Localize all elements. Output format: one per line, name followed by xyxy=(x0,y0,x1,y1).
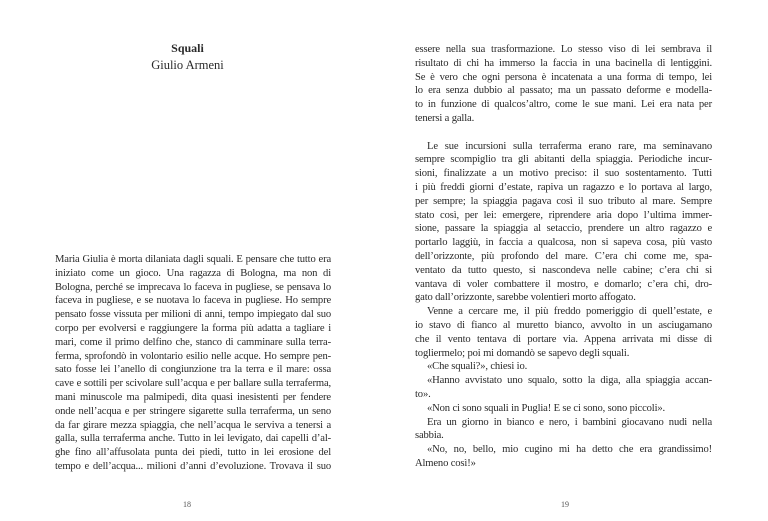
text-line: dell’orizzonte, più profondo del mare. C’era chi come me, spa- xyxy=(415,250,712,262)
text-line: corpo per evolversi e raggiungere la forma più adatta a tagliare i xyxy=(55,322,331,334)
paragraph xyxy=(415,140,712,306)
text-line: sabbia. xyxy=(415,430,444,442)
text-line: sione, passare la spiaggia al setaccio, prendere un altro ragazzo e xyxy=(415,223,712,235)
paragraph xyxy=(55,253,331,474)
text-line: onde nell’acqua e per stringere sigarette sulla terraferma, un seno xyxy=(55,405,331,417)
text-line: Venne a cercare me, il più freddo pomeriggio di quell’estate, e xyxy=(427,306,712,318)
text-line: to in funzione di qualcos’altro, come le sue mani. Lei era nata per xyxy=(415,99,712,111)
text-line: «No, no, bello, mio cugino mi ha detto che era grandissimo! xyxy=(427,444,712,456)
text-line: «Non ci sono squali in Puglia! E se ci sono, sono piccoli». xyxy=(427,402,666,414)
story-author: Giulio Armeni xyxy=(151,58,224,72)
paragraph xyxy=(415,43,712,126)
paragraph xyxy=(415,305,712,360)
text-line: ventato da tutto questo, si nascondeva nelle cabine; c’era chi si xyxy=(415,264,712,276)
text-line: sato fosse lei l’anello di congiunzione tra la terra e il mare: ossa xyxy=(55,364,331,376)
text-line: Bologna, perché se imprecava lo faceva in pugliese, se pensava lo xyxy=(55,281,331,293)
paragraph xyxy=(415,443,712,471)
text-line: to». xyxy=(415,388,431,400)
text-line: da far girare mezza spiaggia, che nell’acqua le serviva a tenersi a xyxy=(55,419,331,431)
text-line: pensato fosse vissuta per milioni di anni, tempo impiegato dal suo xyxy=(55,309,331,321)
text-line: togliermelo; poi mi domandò se sapevo degli squali. xyxy=(415,347,630,359)
right-page xyxy=(415,0,712,521)
paragraph xyxy=(415,416,712,444)
page-number-right: 19 xyxy=(561,500,569,509)
text-line: i più freddi giorni d’estate, rapiva un ragazzo e lo portava al largo, xyxy=(415,181,712,193)
text-line: sioni, finalizzate a un motivo preciso: il suo sostentamento. Tutti xyxy=(415,168,712,180)
text-line: mani minuscole ma palmipedi, dita quasi inesistenti per fendere xyxy=(55,391,331,403)
text-line: Maria Giulia è morta dilaniata dagli squali. E pensare che tutto era xyxy=(55,254,331,265)
text-line: tempo e dell’acqua... milioni d’anni d’evoluzione. Trovava il suo xyxy=(55,460,331,472)
text-line: «Che squali?», chiesi io. xyxy=(427,361,528,373)
left-page-text xyxy=(55,253,331,488)
paragraph xyxy=(415,402,712,416)
page-number-left: 18 xyxy=(183,500,191,509)
text-line: Almeno così!» xyxy=(415,457,476,469)
paragraph xyxy=(415,360,712,374)
text-line: ferma, sprofondò in volontario esilio nelle acque. Ho sempre pen- xyxy=(55,350,331,362)
left-page xyxy=(55,0,331,521)
text-line: portarlo laggiù, in faccia a qualcosa, non si sapeva cosa, più vasto xyxy=(415,237,712,249)
text-line: Era un giorno in bianco e nero, i bambini giocavano nudi nella xyxy=(427,416,712,428)
text-line: tenersi a galla. xyxy=(415,112,475,124)
text-line: mari, come il primo delfino che, stanco di camminare sulla terra- xyxy=(55,336,331,348)
text-line: «Hanno avvistato uno squalo, sotto la diga, alla spiaggia accan- xyxy=(427,375,712,387)
text-line: faceva in pugliese, e se nuotava lo faceva in pugliese. Ho sempre xyxy=(55,295,331,307)
text-line: ghe fino all’affusolata punta dei piedi, tutto in lei erosione del xyxy=(55,447,331,459)
text-line: iniziato come un gioco. Una ragazza di Bologna, ma non di xyxy=(55,267,331,279)
text-line: lo era senza dubbio al passato; ma un passato deforme e modella- xyxy=(415,85,712,97)
paragraph xyxy=(415,374,712,402)
text-line: per sempre; la spiaggia pagava così il suo tributo al mare. Sempre xyxy=(415,195,712,207)
text-line: essere nella sua trasformazione. Lo stesso viso di lei sembrava il xyxy=(415,44,712,55)
text-line: Le sue incursioni sulla terraferma erano rare, ma seminavano xyxy=(427,140,712,152)
text-line: cave e sottili per scivolare sull’acqua e per ballare sulla terraferma, xyxy=(55,378,331,390)
text-line: sempre scompiglio tra gli abitanti della spiaggia. Periodiche incur- xyxy=(415,154,712,166)
text-line: io stavo di fianco al muretto bianco, avvolto in un asciugamano xyxy=(415,319,712,331)
text-line: Se è vero che ogni persona è incatenata a una forma di tempo, lei xyxy=(415,71,712,83)
text-line: che il vento tentava di portare via. Appena arrivata mi disse di xyxy=(415,333,712,345)
text-line: vantava di voler combattere il mostro, e domarlo; c’era chi, dro- xyxy=(415,278,712,290)
story-title: Squali xyxy=(171,41,204,55)
text-line: risultato di chi ha immerso la faccia in una bacinella di lentiggini. xyxy=(415,57,712,69)
text-line: galla, sulla terraferma anche. Tutto in lei levigato, dai capelli d’al- xyxy=(55,433,331,445)
text-line: stato così, per lei: emergere, riprendere aria dopo l’ultima immer- xyxy=(415,209,712,221)
right-page-text xyxy=(415,43,712,485)
text-line: gato dall’orizzonte, sarebbe volentieri morto affogato. xyxy=(415,292,636,304)
